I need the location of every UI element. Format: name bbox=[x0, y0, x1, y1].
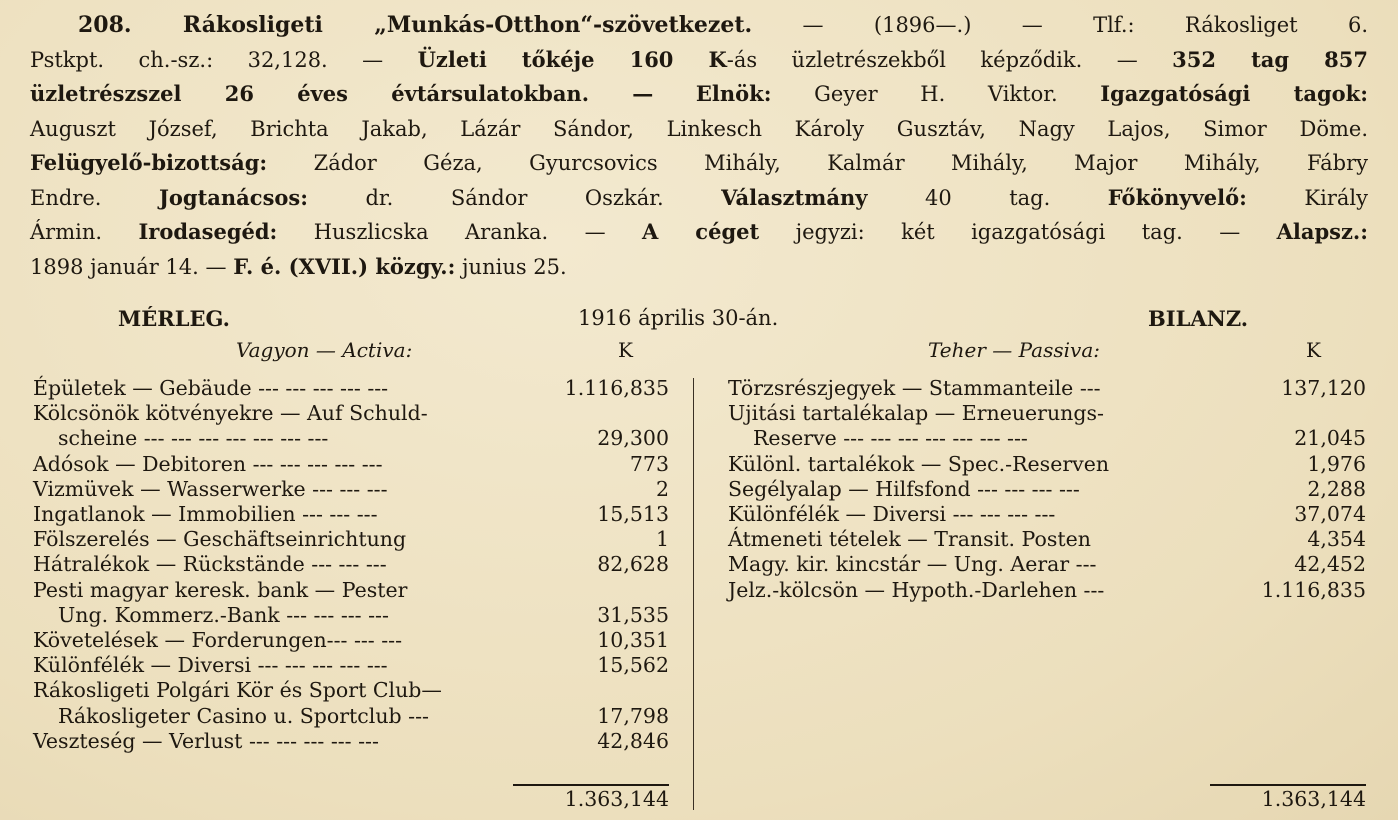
column-divider bbox=[693, 378, 694, 810]
asset-value: 773 bbox=[629, 451, 669, 476]
assets-unit: K bbox=[618, 338, 633, 362]
asset-value: 1 bbox=[655, 527, 669, 552]
liability-label: Segélyalap — Hilfsfond --- --- --- --- bbox=[728, 476, 1080, 501]
meeting-label: F. é. (XVII.) közgy.: bbox=[233, 253, 456, 279]
clerk-label: Irodasegéd: bbox=[138, 219, 278, 244]
asset-label: Adósok — Debitoren --- --- --- --- --- bbox=[33, 451, 383, 476]
asset-label: Veszteség — Verlust --- --- --- --- --- bbox=[33, 728, 379, 753]
liability-value: 37,074 bbox=[1294, 502, 1366, 526]
liability-value: 4,354 bbox=[1307, 527, 1366, 552]
balance-date: 1916 április 30-án. bbox=[578, 306, 779, 330]
liability-value: 137,120 bbox=[1281, 376, 1366, 400]
founded-label: Alapsz.: bbox=[1276, 219, 1368, 244]
asset-value: 15,513 bbox=[597, 502, 669, 526]
asset-label-cont: scheine --- --- --- --- --- --- --- bbox=[58, 426, 329, 451]
postal-account: Pstkpt. ch.-sz.: 32,128. — bbox=[30, 47, 384, 72]
liability-value: 2,288 bbox=[1307, 476, 1366, 501]
capital-label: Üzleti tőkéje 160 K bbox=[417, 46, 727, 72]
liabilities-unit: K bbox=[1306, 338, 1321, 362]
directors-label: Igazgatósági tagok: bbox=[1100, 81, 1368, 106]
liability-label: Ujitási tartalékalap — Erneuerungs- bbox=[728, 401, 1104, 426]
founded-date: 1898 január 14. — bbox=[30, 254, 227, 279]
legal-counsel-label: Jogtanácsos: bbox=[158, 184, 308, 210]
entry-line-8 bbox=[30, 250, 1368, 285]
entry-line-3 bbox=[30, 77, 1368, 112]
liability-label: Különl. tartalékok — Spec.-Reserven bbox=[728, 451, 1110, 476]
liability-label: Törzsrészjegyek — Stammanteile --- bbox=[728, 376, 1101, 400]
asset-label-cont: Ung. Kommerz.-Bank --- --- --- --- bbox=[58, 602, 389, 627]
entry-line-2 bbox=[30, 43, 1368, 78]
meeting-date: junius 25. bbox=[462, 254, 567, 279]
asset-label: Vizmüvek — Wasserwerke --- --- --- bbox=[33, 476, 388, 501]
accountant-name: Király bbox=[1304, 185, 1368, 210]
signatory-text: jegyzi: két igazgatósági tag. — bbox=[795, 220, 1241, 244]
liability-value: 1,976 bbox=[1307, 451, 1366, 476]
supervisory-names: Zádor Géza, Gyurcsovics Mihály, Kalmár Mihály, Major Mihály, Fábry bbox=[313, 151, 1368, 175]
asset-value: 1.116,835 bbox=[564, 376, 669, 400]
assets-total: 1.363,144 bbox=[564, 787, 669, 811]
asset-value: 29,300 bbox=[597, 426, 669, 451]
entry-title: 208. Rákosligeti „Munkás-Otthon“-szövetkezet. bbox=[78, 12, 753, 38]
asset-label: Hátralékok — Rückstände --- --- --- bbox=[33, 552, 387, 577]
signatory-label: A céget bbox=[641, 219, 760, 244]
asset-value: 17,798 bbox=[597, 703, 669, 728]
assets-header: Vagyon — Activa: bbox=[236, 338, 413, 362]
asset-value: 31,535 bbox=[597, 602, 669, 627]
liability-value: 1.116,835 bbox=[1261, 577, 1366, 602]
asset-label: Rákosligeti Polgári Kör és Sport Club— bbox=[33, 678, 442, 703]
asset-value: 42,846 bbox=[597, 728, 669, 753]
liabilities-header: Teher — Passiva: bbox=[928, 338, 1100, 362]
entry-line-5 bbox=[30, 146, 1368, 181]
name-part: Ármin. bbox=[30, 220, 103, 244]
asset-label-cont: Rákosligeter Casino u. Sportclub --- bbox=[58, 703, 429, 728]
asset-label: Épületek — Gebäude --- --- --- --- --- bbox=[33, 376, 389, 400]
entry-line-6 bbox=[30, 181, 1368, 216]
entry-line-4: Auguszt József, Brichta Jakab, Lázár Sándor, Linkesch Károly Gusztáv, Nagy Lajos, Simor Döme. bbox=[30, 116, 1368, 141]
asset-value: 10,351 bbox=[597, 628, 669, 652]
asset-label: Ingatlanok — Immobilien --- --- --- bbox=[33, 502, 378, 526]
shares-text: üzletrészszel 26 éves évtársulatokban. — bbox=[30, 81, 654, 106]
liability-value: 21,045 bbox=[1294, 426, 1366, 451]
asset-label: Követelések — Forderungen--- --- --- bbox=[33, 628, 403, 652]
entry-text bbox=[30, 8, 1368, 284]
capital-text: -ás üzletrészekből képződik. — bbox=[726, 47, 1138, 72]
liability-label: Magy. kir. kincstár — Ung. Aerar --- bbox=[728, 552, 1097, 577]
committee-size: 40 tag. bbox=[924, 185, 1051, 210]
assets-sum-rule bbox=[513, 784, 669, 786]
supervisory-label: Felügyelő-bizottság: bbox=[30, 150, 268, 175]
accountant-label: Főkönyvelő: bbox=[1107, 184, 1247, 210]
name-part: Endre. bbox=[30, 185, 102, 210]
president-name: Geyer H. Viktor. bbox=[814, 82, 1058, 106]
entry-founding: — (1896—.) — Tlf.: Rákosliget 6. bbox=[802, 13, 1368, 37]
committee-label: Választmány bbox=[721, 184, 868, 210]
liability-label-cont: Reserve --- --- --- --- --- --- --- bbox=[753, 426, 1028, 451]
asset-label: Különfélék — Diversi --- --- --- --- --- bbox=[33, 653, 388, 678]
members-count: 352 tag 857 bbox=[1172, 46, 1368, 72]
liabilities-sum-rule bbox=[1210, 784, 1366, 786]
legal-counsel-name: dr. Sándor Oszkár. bbox=[365, 185, 664, 210]
clerk-name: Huszlicska Aranka. — bbox=[313, 220, 606, 244]
liabilities-total: 1.363,144 bbox=[1261, 787, 1366, 811]
liability-label: Átmeneti tételek — Transit. Posten bbox=[728, 527, 1091, 552]
entry-line-1 bbox=[30, 8, 1368, 43]
asset-value: 2 bbox=[655, 476, 669, 501]
asset-value: 82,628 bbox=[597, 552, 669, 577]
asset-label: Kölcsönök kötvényekre — Auf Schuld- bbox=[33, 401, 428, 426]
liability-label: Jelz.-kölcsön — Hypoth.-Darlehen --- bbox=[728, 577, 1105, 602]
president-label: Elnök: bbox=[695, 81, 772, 106]
asset-value: 15,562 bbox=[597, 653, 669, 678]
entry-line-7 bbox=[30, 215, 1368, 250]
liability-value: 42,452 bbox=[1294, 552, 1366, 577]
asset-label: Pesti magyar keresk. bank — Pester bbox=[33, 577, 408, 602]
asset-label: Fölszerelés — Geschäftseinrichtung bbox=[33, 527, 407, 552]
balance-title-hu: MÉRLEG. bbox=[118, 306, 230, 331]
balance-title-de: BILANZ. bbox=[1148, 306, 1249, 331]
liability-label: Különfélék — Diversi --- --- --- --- bbox=[728, 502, 1056, 526]
